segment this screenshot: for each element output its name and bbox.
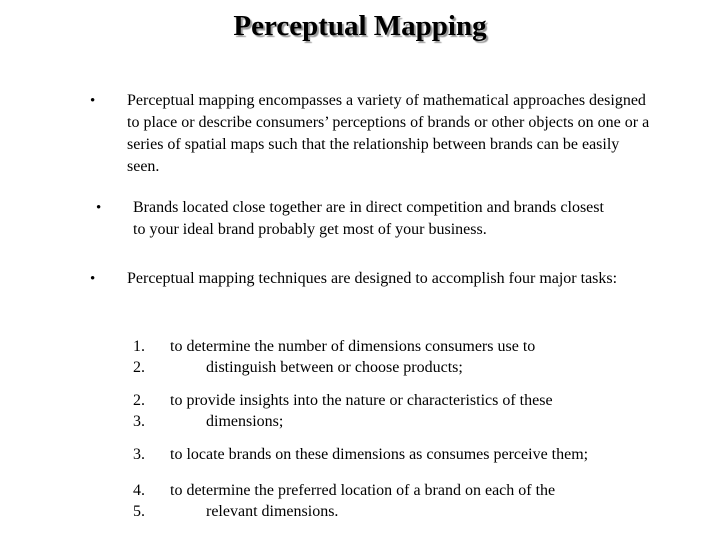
slide-title: Perceptual Mapping	[233, 10, 487, 42]
task-number: 4. 5.	[133, 482, 145, 520]
task-number: 2. 3.	[133, 392, 145, 430]
task-text	[170, 390, 690, 432]
bullet-icon: •	[96, 200, 102, 216]
task-line-1: to provide insights into the nature or characteristics of these	[170, 392, 553, 409]
task-line-1: to locate brands on these dimensions as consumes perceive them;	[170, 446, 589, 463]
bullet-icon: •	[90, 93, 96, 109]
task-number: 1. 2.	[133, 338, 145, 376]
bullet-text-3: Perceptual mapping techniques are designed to accomplish four major tasks:	[127, 270, 618, 287]
task-line-2: distinguish between or choose products;	[206, 359, 463, 376]
bullet-icon: •	[90, 271, 96, 287]
task-number: 3.	[133, 446, 145, 463]
bullet-text-2: Brands located close together are in direct competition and brands closest to your ideal brand probably get most of your business.	[133, 199, 604, 238]
task-text	[170, 336, 690, 378]
task-line-2: dimensions;	[206, 413, 284, 430]
task-line-2: relevant dimensions.	[206, 503, 339, 520]
task-text	[170, 480, 690, 522]
task-line-1: to determine the preferred location of a brand on each of the	[170, 482, 556, 499]
task-text	[170, 444, 690, 465]
task-line-1: to determine the number of dimensions consumers use to	[170, 338, 536, 355]
bullet-text-1: Perceptual mapping encompasses a variety of mathematical approaches designed to place or describe consumers’ perceptions of brands or other objects on one or a series of spatial maps such that the relationship between brands can be easily seen.	[127, 92, 650, 175]
